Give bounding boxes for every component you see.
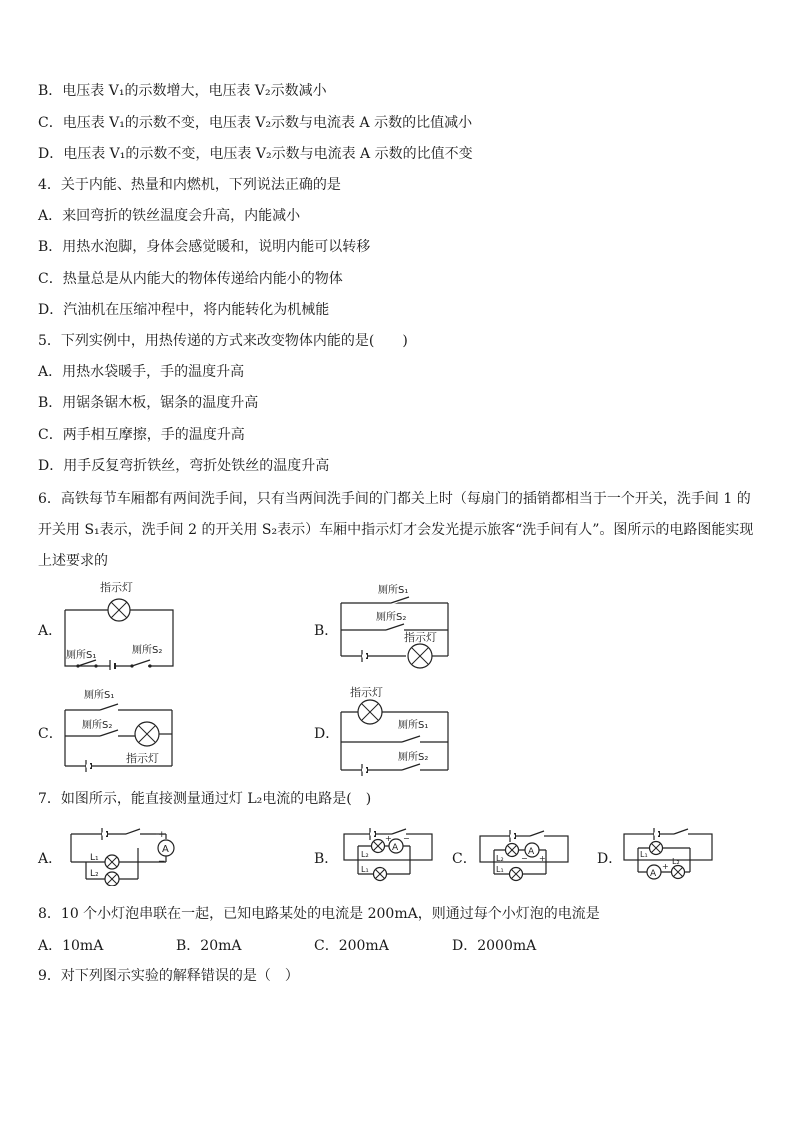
switch-s1-label: 厕所S₁ (398, 720, 429, 731)
q4-option-d: D．汽油机在压缩冲程中，将内能转化为机械能 (38, 302, 330, 318)
q5-option-c: C．两手相互摩擦，手的温度升高 (38, 427, 245, 443)
q6-circuit-c (60, 684, 178, 776)
svg-text:L₁: L₁ (90, 853, 99, 863)
switch-s1-label: 厕所S₁ (378, 585, 409, 596)
svg-text:−: − (403, 834, 410, 843)
switch-s2-label: 厕所S₂ (82, 720, 113, 731)
svg-text:+: + (385, 834, 392, 843)
switch-s2-label: 厕所S₂ (132, 645, 163, 656)
q7-option-a-label: A． (38, 851, 63, 867)
q6-option-b-label: B． (314, 623, 339, 639)
q8-option-b: B．20mA (176, 938, 242, 954)
q5-stem: 5．下列实例中，用热传递的方式来改变物体内能的是( ) (38, 333, 408, 349)
q4-option-c: C．热量总是从内能大的物体传递给内能小的物体 (38, 271, 343, 287)
q5-option-b: B．用锯条锯木板，锯条的温度升高 (38, 395, 259, 411)
q6-circuit-d (336, 682, 454, 776)
switch-s2-label: 厕所S₂ (376, 612, 407, 623)
q4-stem: 4．关于内能、热量和内燃机，下列说法正确的是 (38, 177, 341, 193)
q6-circuit-b (336, 580, 454, 672)
q5-option-d: D．用手反复弯折铁丝，弯折处铁丝的温度升高 (38, 458, 330, 474)
q3-option-d: D．电压表 V₁的示数不变，电压表 V₂示数与电流表 A 示数的比值不变 (38, 146, 473, 162)
lamp-label: 指示灯 (100, 581, 133, 594)
svg-text:L₁: L₁ (361, 865, 369, 874)
q8-option-d: D．2000mA (452, 938, 537, 954)
q6-stem: 6．高铁每节车厢都有两间洗手间，只有当两间洗手间的门都关上时（每扇门的插销都相当于一个开关，洗手间 1 的开关用 S₁表示，洗手间 2 的开关用 S₂表示）车厢中指示灯才会发光提示旅客“洗手间有人”。图所示的电路图能实现上述要求的 (38, 491, 754, 569)
lamp-label: 指示灯 (404, 631, 437, 644)
q7-circuit-d (620, 826, 718, 884)
q5-option-a: A．用热水袋暖手，手的温度升高 (38, 364, 245, 380)
svg-text:L₁: L₁ (496, 865, 504, 874)
q7-circuit-b (340, 826, 438, 884)
q6-option-c-label: C． (38, 726, 63, 742)
svg-text:+: + (539, 854, 546, 863)
q3-option-b: B．电压表 V₁的示数增大，电压表 V₂示数减小 (38, 83, 327, 99)
svg-text:A: A (528, 847, 535, 857)
q6-option-a-label: A． (38, 623, 63, 639)
svg-text:A: A (392, 843, 399, 853)
lamp-label: 指示灯 (350, 686, 383, 699)
q7-stem: 7．如图所示，能直接测量通过灯 L₂电流的电路是( ) (38, 791, 372, 807)
q7-option-b-label: B． (314, 851, 339, 867)
svg-text:L₁: L₁ (640, 850, 648, 859)
svg-text:A: A (162, 844, 169, 855)
lamp-label: 指示灯 (126, 752, 159, 765)
q3-option-c: C．电压表 V₁的示数不变，电压表 V₂示数与电流表 A 示数的比值减小 (38, 115, 473, 131)
q7-option-d-label: D． (597, 851, 623, 867)
q7-circuit-c (476, 828, 574, 884)
q6-circuit-a (60, 578, 180, 670)
svg-text:+: + (662, 862, 669, 871)
q4-option-a: A．来回弯折的铁丝温度会升高，内能减小 (38, 208, 301, 224)
q7-circuit-a (66, 824, 180, 886)
q4-option-b: B．用热水泡脚，身体会感觉暖和，说明内能可以转移 (38, 239, 371, 255)
q6-option-d-label: D． (314, 726, 340, 742)
q7-option-c-label: C． (452, 851, 477, 867)
switch-s2-label: 厕所S₂ (398, 752, 429, 763)
q8-option-a: A．10mA (38, 938, 104, 954)
svg-text:−: − (521, 854, 528, 863)
svg-text:L₂: L₂ (672, 857, 680, 866)
svg-text:−: − (158, 857, 166, 867)
switch-s1-label: 厕所S₁ (66, 650, 97, 661)
q9-stem: 9．对下列图示实验的解释错误的是（ ） (38, 968, 299, 984)
svg-text:A: A (650, 869, 657, 879)
switch-s1-label: 厕所S₁ (84, 690, 115, 701)
svg-text:+: + (158, 830, 166, 840)
q8-option-c: C．200mA (314, 938, 389, 954)
q8-stem: 8．10 个小灯泡串联在一起，已知电路某处的电流是 200mA，则通过每个小灯泡的电流是 (38, 906, 600, 922)
switch-s2-icon (132, 660, 150, 666)
svg-text:L₂: L₂ (90, 869, 99, 879)
svg-text:L₂: L₂ (496, 854, 504, 863)
svg-text:L₂: L₂ (361, 850, 369, 859)
